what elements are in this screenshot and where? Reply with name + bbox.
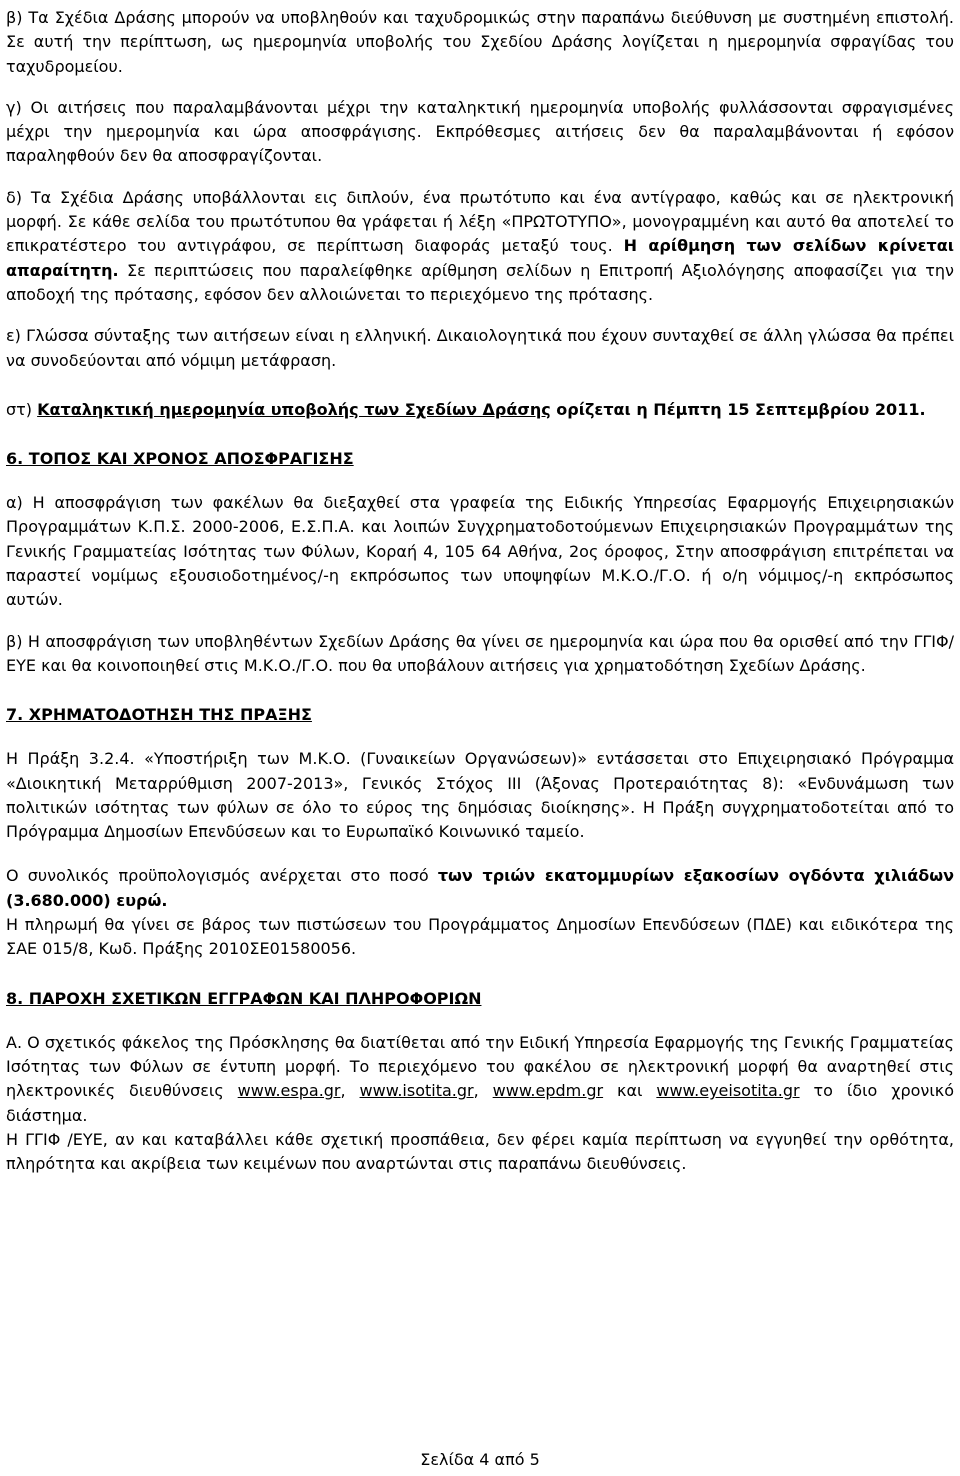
section-7-heading: 7. ΧΡΗΜΑΤΟΔΟΤΗΣΗ ΤΗΣ ΠΡΑΞΗΣ (6, 705, 312, 725)
section-8-paragraph-b: Η ΓΓΙΦ /ΕΥΕ, αν και καταβάλλει κάθε σχετική προσπάθεια, δεν φέρει καμία περίπτωση να εγγυηθεί την ορθότητα, πληρότητα και ακρίβεια των κειμένων που αναρτώνται στις παραπάνω διευθύνσεις. (6, 1129, 954, 1174)
page-number-label: Σελίδα 4 από 5 (420, 1450, 540, 1469)
section-8-paragraph-a-text-1: Α. Ο σχετικός φάκελος της Πρόσκλησης θα διατίθεται από την Ειδική Υπηρεσία Εφαρμογής της Γενικής Γραμματείας Ισότητας των Φύλων σε έντυπη μορφή. Το περιεχόμενο του φακέλου σε ηλεκτρονική μορφή θα αναρτηθεί στις ηλεκτρονικές διευθύνσεις (6, 1032, 954, 1101)
section-6-paragraph-a: α) Η αποσφράγιση των φακέλων θα διεξαχθεί στα γραφεία της Ειδικής Υπηρεσίας Εφαρμογής Επιχειρησιακών Προγραμμάτων Κ.Π.Σ. 2000-2006, Ε.Σ.Π.Α. και λοιπών Συγχρηματοδοτούμενων Επιχειρησιακών Προγραμμάτων της Γενικής Γραμματείας Ισότητας των Φύλων, Κοραή 4, 105 64 Αθήνα, 2ος όροφος, Στην αποσφράγιση επιτρέπεται να παραστεί νομίμως εξουσιοδοτημένος/-η εκπρόσωπος των υποψηφίων Μ.Κ.Ο./Γ.Ο. ή ο/η νόμιμος/-η εκπρόσωπος αυτών. (6, 493, 954, 610)
link-separator: , (340, 1081, 360, 1101)
paragraph-d-text-1: δ) Τα Σχέδια Δράσης υποβάλλονται εις διπλούν, ένα πρωτότυπο και ένα αντίγραφο, καθώς και σε ηλεκτρονική μορφή. Σε κάθε σελίδα του πρωτότυπου θα γράφεται ή λέξη «ΠΡΩΤΟΤΥΠΟ», μονογραμμένη και αυτό θα αποτελεί το επικρατέστερο του αντιγράφου, σε περίπτωση διαφοράς μεταξύ τους. (6, 187, 954, 256)
section-7-budget-amount: των τριών εκατομμυρίων εξακοσίων ογδόντα χιλιάδων (3.680.000) ευρώ. (6, 866, 954, 910)
section-7-budget-prefix: Ο συνολικός προϋπολογισμός ανέρχεται στο ποσό (6, 866, 438, 886)
section-6-paragraph-b: β) Η αποσφράγιση των υποβληθέντων Σχεδίων Δράσης θα γίνει σε ημερομηνία και ώρα που θα ορισθεί από την ΓΓΙΦ/ΕΥΕ και θα κοινοποιηθεί στις Μ.Κ.Ο./Γ.Ο. που θα υποβάλουν αιτήσεις για χρηματοδότηση Σχεδίων Δράσης. (6, 631, 954, 675)
section-8-paragraph-a (6, 1031, 954, 1128)
paragraph-d-copies (6, 186, 954, 307)
link-eyeisotita[interactable]: www.eyeisotita.gr (656, 1081, 800, 1101)
section-7-paragraph-payment: Η πληρωμή θα γίνει σε βάρος των πιστώσεων του Προγράμματος Δημοσίων Επενδύσεων (ΠΔΕ) και ειδικότερα της ΣΑΕ 015/8, Κωδ. Πράξης 2010ΣΕ01580056. (6, 915, 954, 959)
paragraph-g-sealed-applications: γ) Οι αιτήσεις που παραλαμβάνονται μέχρι την καταληκτική ημερομηνία υποβολής φυλλάσσονται σφραγισμένες μέχρι την ημερομηνία και ώρα αποσφράγισης. Εκπρόθεσμες αιτήσεις δεν θα παραλαμβάνονται ή εφόσον παραληφθούν δεν θα αποσφραγίζονται. (6, 97, 954, 166)
link-isotita[interactable]: www.isotita.gr (359, 1081, 474, 1101)
link-epdm[interactable]: www.epdm.gr (492, 1081, 604, 1101)
link-separator: , (473, 1081, 493, 1101)
section-8-paragraph-a-text-2: το ίδιο χρονικό διάστημα. (6, 1081, 954, 1125)
link-separator: και (603, 1081, 657, 1101)
page-footer (0, 1450, 960, 1470)
paragraph-d-text-2: Σε περιπτώσεις που παραλείφθηκε αρίθμηση σελίδων η Επιτροπή Αξιολόγησης αποφασίζει για την αποδοχή της πρότασης, εφόσον δεν αλλοιώνεται το περιεχόμενο της πρότασης. (6, 260, 954, 304)
paragraph-b-submission-by-post: β) Τα Σχέδια Δράσης μπορούν να υποβληθούν και ταχυδρομικώς στην παραπάνω διεύθυνση με συστημένη επιστολή. Σε αυτή την περίπτωση, ως ημερομηνία υποβολής του Σχεδίου Δράσης λογίζεται η ημερομηνία σφραγίδας του ταχυδρομείου. (6, 8, 954, 76)
section-6-heading: 6. ΤΟΠΟΣ ΚΑΙ ΧΡΟΝΟΣ ΑΠΟΣΦΡΑΓΙΣΗΣ (6, 449, 354, 469)
paragraph-st-prefix: στ) (6, 399, 38, 419)
section-8-heading: 8. ΠΑΡΟΧΗ ΣΧΕΤΙΚΩΝ ΕΓΓΡΑΦΩΝ ΚΑΙ ΠΛΗΡΟΦΟΡΙΩΝ (6, 988, 482, 1008)
paragraph-d-bold-page-numbering: Η αρίθμηση των σελίδων κρίνεται απαραίτητη. (6, 236, 954, 280)
paragraph-st-deadline-date: ορίζεται η Πέμπτη 15 Σεπτεμβρίου 2011. (550, 399, 926, 419)
paragraph-st-deadline-label: Καταληκτική ημερομηνία υποβολής των Σχεδίων Δράσης (37, 399, 551, 419)
section-7-paragraph-1: Η Πράξη 3.2.4. «Υποστήριξη των Μ.Κ.Ο. (Γυναικείων Οργανώσεων)» εντάσσεται στο Επιχειρησιακό Πρόγραμμα «Διοικητική Μεταρρύθμιση 2007-2013», Γενικός Στόχος ΙΙΙ (Άξονας Προτεραιότητας 8): «Ενδυνάμωση των πολιτικών ισότητας των φύλων σε όλο το εύρος της δημόσιας διοίκησης». Η Πράξη συγχρηματοδοτείται από το Πρόγραμμα Δημοσίων Επενδύσεων και το Ευρωπαϊκό Κοινωνικό ταμείο. (6, 749, 954, 842)
paragraph-e-language: ε) Γλώσσα σύνταξης των αιτήσεων είναι η ελληνική. Δικαιολογητικά που έχουν συνταχθεί σε άλλη γλώσσα θα πρέπει να συνοδεύονται από νόμιμη μετάφραση. (6, 326, 954, 370)
link-espa[interactable]: www.espa.gr (237, 1081, 341, 1101)
section-7-paragraph-budget (6, 864, 954, 913)
paragraph-st-deadline (6, 398, 954, 422)
